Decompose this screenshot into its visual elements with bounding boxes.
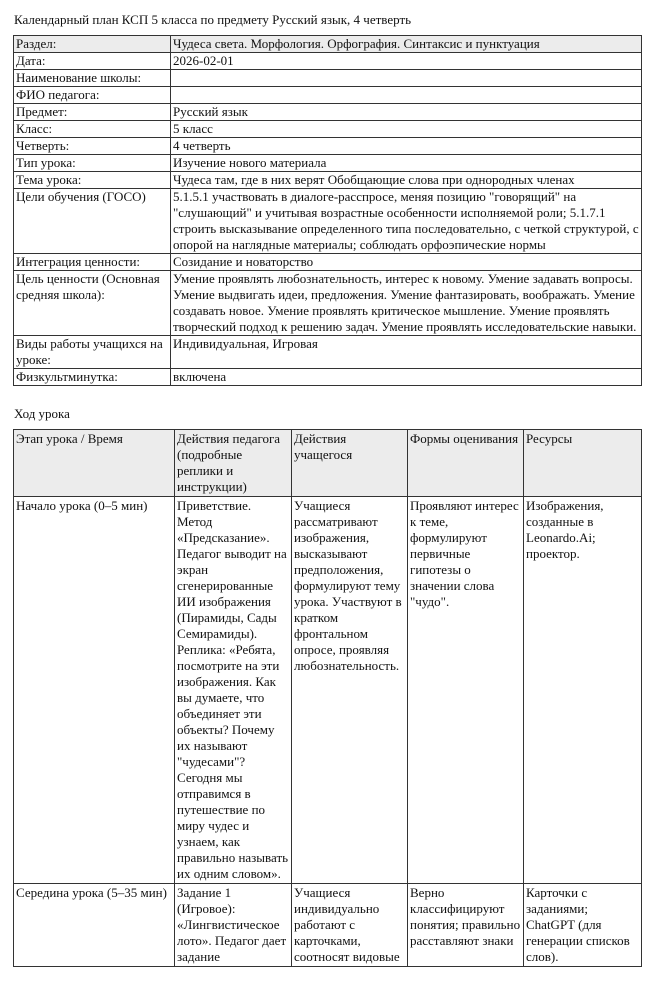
column-header-resources: Ресурсы bbox=[524, 430, 642, 497]
info-row-physical-break bbox=[14, 369, 642, 386]
info-label: Физкультминутка: bbox=[14, 369, 171, 386]
info-label: Интеграция ценности: bbox=[14, 254, 171, 271]
info-label: Класс: bbox=[14, 121, 171, 138]
info-label: Дата: bbox=[14, 53, 171, 70]
info-value: Изучение нового материала bbox=[171, 155, 642, 172]
table-cell: Верно классифицируют понятия; правильно расставляют знаки bbox=[408, 884, 524, 967]
info-value: 4 четверть bbox=[171, 138, 642, 155]
table-cell: Проявляют интерес к теме, формулируют первичные гипотезы о значении слова "чудо". bbox=[408, 497, 524, 884]
table-cell: Начало урока (0–5 мин) bbox=[14, 497, 175, 884]
info-row-quarter bbox=[14, 138, 642, 155]
table-cell: Учащиеся индивидуально работают с карточками, соотносят видовые bbox=[292, 884, 408, 967]
info-row-school bbox=[14, 70, 642, 87]
info-row-value-goal bbox=[14, 271, 642, 336]
lesson-flow-table bbox=[13, 429, 642, 967]
info-value: Созидание и новаторство bbox=[171, 254, 642, 271]
info-row-value-integration bbox=[14, 254, 642, 271]
info-label: Предмет: bbox=[14, 104, 171, 121]
info-value: 2026-02-01 bbox=[171, 53, 642, 70]
info-value: Чудеса света. Морфология. Орфография. Синтаксис и пунктуация bbox=[171, 36, 642, 53]
info-value: 5 класс bbox=[171, 121, 642, 138]
table-cell: Задание 1 (Игровое): «Лингвистическое лото». Педагог дает задание bbox=[175, 884, 292, 967]
table-row bbox=[14, 497, 642, 884]
info-label: Цели обучения (ГОСО) bbox=[14, 189, 171, 254]
info-row-section bbox=[14, 36, 642, 53]
info-label: Наименование школы: bbox=[14, 70, 171, 87]
info-row-date bbox=[14, 53, 642, 70]
info-value: Чудеса там, где в них верят Обобщающие слова при однородных членах bbox=[171, 172, 642, 189]
info-label: ФИО педагога: bbox=[14, 87, 171, 104]
info-label: Виды работы учащихся на уроке: bbox=[14, 336, 171, 369]
lesson-flow-heading: Ход урока bbox=[14, 406, 70, 421]
column-header-student-actions: Действия учащегося bbox=[292, 430, 408, 497]
info-label: Цель ценности (Основная средняя школа): bbox=[14, 271, 171, 336]
info-value bbox=[171, 70, 642, 87]
table-cell: Учащиеся рассматривают изображения, высказывают предположения, формулируют тему урока. Участвуют в кратком фронтальном опросе, проявляя любознательность. bbox=[292, 497, 408, 884]
lesson-info-table bbox=[13, 35, 642, 386]
info-value: 5.1.5.1 участвовать в диалоге-расспросе, меняя позицию "говорящий" на "слушающий" и учитывая возрастные особенности исполняемой роли; 5.1.7.1 строить высказывание определенного типа последовательно, с четкой структурой, с опорой на наглядные материалы; соблюдать орфоэпические нормы bbox=[171, 189, 642, 254]
info-label: Тема урока: bbox=[14, 172, 171, 189]
info-value: Русский язык bbox=[171, 104, 642, 121]
info-row-class bbox=[14, 121, 642, 138]
info-label: Раздел: bbox=[14, 36, 171, 53]
table-cell: Середина урока (5–35 мин) bbox=[14, 884, 175, 967]
info-row-topic bbox=[14, 172, 642, 189]
info-value: Умение проявлять любознательность, интерес к новому. Умение задавать вопросы. Умение выдвигать идеи, предложения. Умение фантазировать, воображать. Умение создавать новое. Умение проявлять критическое мышление. Умение проявлять творческий подход к решению задач. Умение проявлять исследовательские навыки. bbox=[171, 271, 642, 336]
info-row-lesson-type bbox=[14, 155, 642, 172]
info-row-work-types bbox=[14, 336, 642, 369]
info-label: Четверть: bbox=[14, 138, 171, 155]
column-header-stage: Этап урока / Время bbox=[14, 430, 175, 497]
info-row-teacher bbox=[14, 87, 642, 104]
table-row bbox=[14, 884, 642, 967]
table-header-row bbox=[14, 430, 642, 497]
info-row-subject bbox=[14, 104, 642, 121]
table-cell: Карточки с заданиями; ChatGPT (для генерации списков слов). bbox=[524, 884, 642, 967]
document-title: Календарный план КСП 5 класса по предмету Русский язык, 4 четверть bbox=[14, 12, 412, 27]
info-value: включена bbox=[171, 369, 642, 386]
info-value bbox=[171, 87, 642, 104]
table-cell: Приветствие. Метод «Предсказание». Педагог выводит на экран сгенерированные ИИ изображения (Пирамиды, Сады Семирамиды). Реплика: «Ребята, посмотрите на эти изображения. Как вы думаете, что объединяет эти объекты? Почему их называют "чудесами"? Сегодня мы отправимся в путешествие по миру чудес и узнаем, как правильно называть их одним словом». bbox=[175, 497, 292, 884]
info-label: Тип урока: bbox=[14, 155, 171, 172]
info-value: Индивидуальная, Игровая bbox=[171, 336, 642, 369]
table-cell: Изображения, созданные в Leonardo.Ai; проектор. bbox=[524, 497, 642, 884]
info-row-learning-goals bbox=[14, 189, 642, 254]
column-header-assessment: Формы оценивания bbox=[408, 430, 524, 497]
column-header-teacher-actions: Действия педагога (подробные реплики и инструкции) bbox=[175, 430, 292, 497]
